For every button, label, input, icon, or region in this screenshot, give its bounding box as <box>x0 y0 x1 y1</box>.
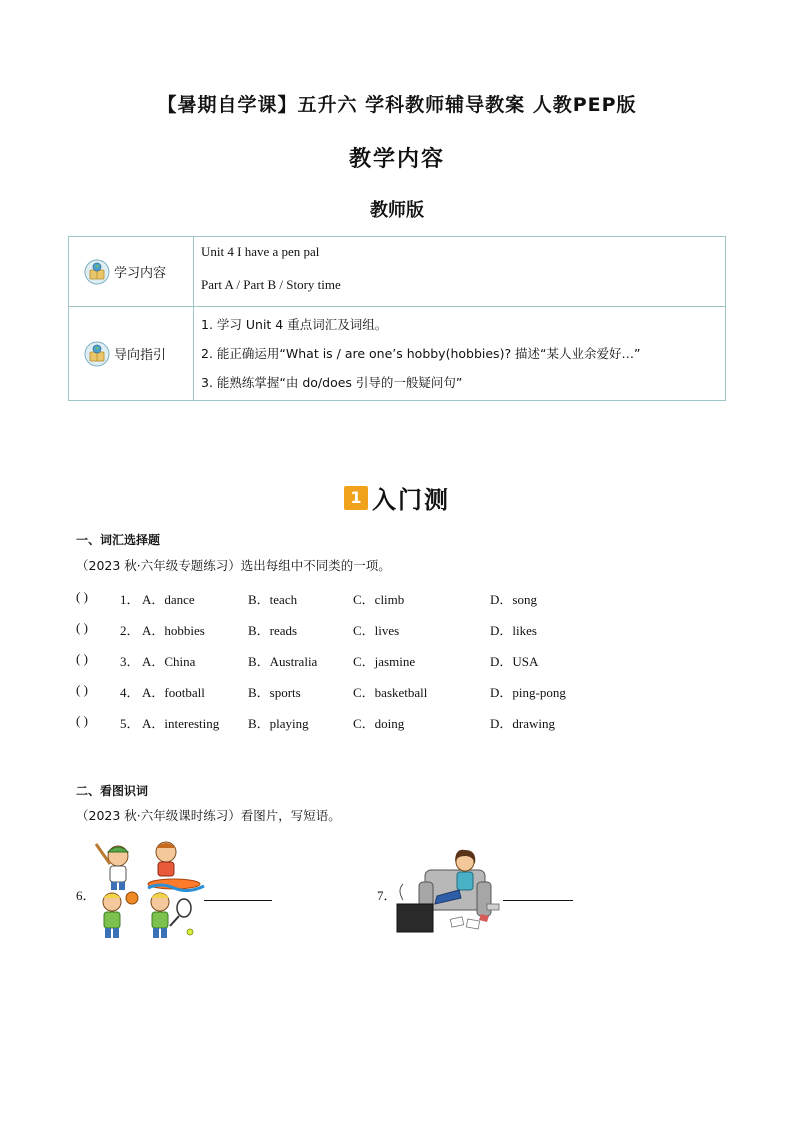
question-row-2 <box>76 620 696 640</box>
answer-line-7[interactable] <box>503 900 573 901</box>
kids-playing-sports-illustration <box>94 838 206 946</box>
option-a: A．hobbies <box>142 623 205 638</box>
section-title: 入门测 <box>372 486 450 514</box>
option-c: C．doing <box>353 716 405 731</box>
option-b: B．Australia <box>248 654 318 669</box>
edition-label: 教师版 <box>370 200 424 221</box>
guidance-cell <box>194 307 726 401</box>
question-7-number: 7． <box>377 888 397 903</box>
question-row-5 <box>76 713 696 733</box>
guidance-item-1: 1. 学习 Unit 4 重点词汇及词组。 <box>201 317 388 332</box>
part1-note: （2023 秋·六年级专题练习）选出每组中不同类的一项。 <box>76 558 391 573</box>
part2-title: 二、看图识词 <box>76 784 149 798</box>
option-c: C．lives <box>353 623 400 638</box>
question-number: 5． <box>120 716 140 731</box>
question-number: 1． <box>120 592 140 607</box>
study-content-label: 学习内容 <box>114 266 167 281</box>
question-6-number: 6． <box>76 888 96 903</box>
page-subtitle: 教学内容 <box>348 147 445 172</box>
option-d: D．song <box>490 592 537 607</box>
option-b: B．reads <box>248 623 298 638</box>
guidance-item-3: 3. 能熟练掌握“由 do/does 引导的一般疑问句” <box>201 375 463 390</box>
answer-blank[interactable]: ( ) <box>76 651 88 666</box>
part2-note: （2023 秋·六年级课时练习）看图片，写短语。 <box>76 808 341 823</box>
option-a: A．interesting <box>142 716 220 731</box>
woman-watching-tv-illustration <box>395 848 503 934</box>
info-table <box>68 236 726 401</box>
table-row <box>69 307 726 401</box>
question-row-1 <box>76 589 696 609</box>
section-number-badge: 1 <box>344 486 368 510</box>
guidance-item-2: 2. 能正确运用“What is / are one’s hobby(hobbies)? 描述“某人业余爱好…” <box>201 346 641 361</box>
page-title: 【暑期自学课】五升六 学科教师辅导教案 人教PEP版 <box>157 94 637 116</box>
part1-title: 一、词汇选择题 <box>76 533 161 547</box>
option-d: D．ping-pong <box>490 685 566 700</box>
question-number: 2． <box>120 623 140 638</box>
section-header <box>0 480 794 515</box>
study-content-label-cell <box>69 237 194 307</box>
answer-blank[interactable]: ( ) <box>76 589 88 604</box>
book-globe-icon <box>84 259 110 285</box>
book-globe-icon <box>84 341 110 367</box>
answer-blank[interactable]: ( ) <box>76 713 88 728</box>
option-c: C．climb <box>353 592 405 607</box>
answer-blank[interactable]: ( ) <box>76 620 88 635</box>
option-d: D．likes <box>490 623 537 638</box>
study-content-cell <box>194 237 726 307</box>
option-b: B．sports <box>248 685 301 700</box>
question-number: 4． <box>120 685 140 700</box>
option-a: A．dance <box>142 592 195 607</box>
table-row <box>69 237 726 307</box>
question-row-4 <box>76 682 696 702</box>
option-c: C．jasmine <box>353 654 416 669</box>
option-d: D．drawing <box>490 716 555 731</box>
answer-blank[interactable]: ( ) <box>76 682 88 697</box>
option-b: B．teach <box>248 592 298 607</box>
guidance-label: 导向指引 <box>114 348 167 363</box>
option-a: A．football <box>142 685 205 700</box>
parts-line: Part A / Part B / Story time <box>201 277 341 292</box>
option-a: A．China <box>142 654 196 669</box>
guidance-label-cell <box>69 307 194 401</box>
option-c: C．basketball <box>353 685 428 700</box>
answer-line-6[interactable] <box>204 900 272 901</box>
question-number: 3． <box>120 654 140 669</box>
option-d: D．USA <box>490 654 539 669</box>
option-b: B．playing <box>248 716 309 731</box>
question-row-3 <box>76 651 696 671</box>
unit-line: Unit 4 I have a pen pal <box>201 244 320 259</box>
